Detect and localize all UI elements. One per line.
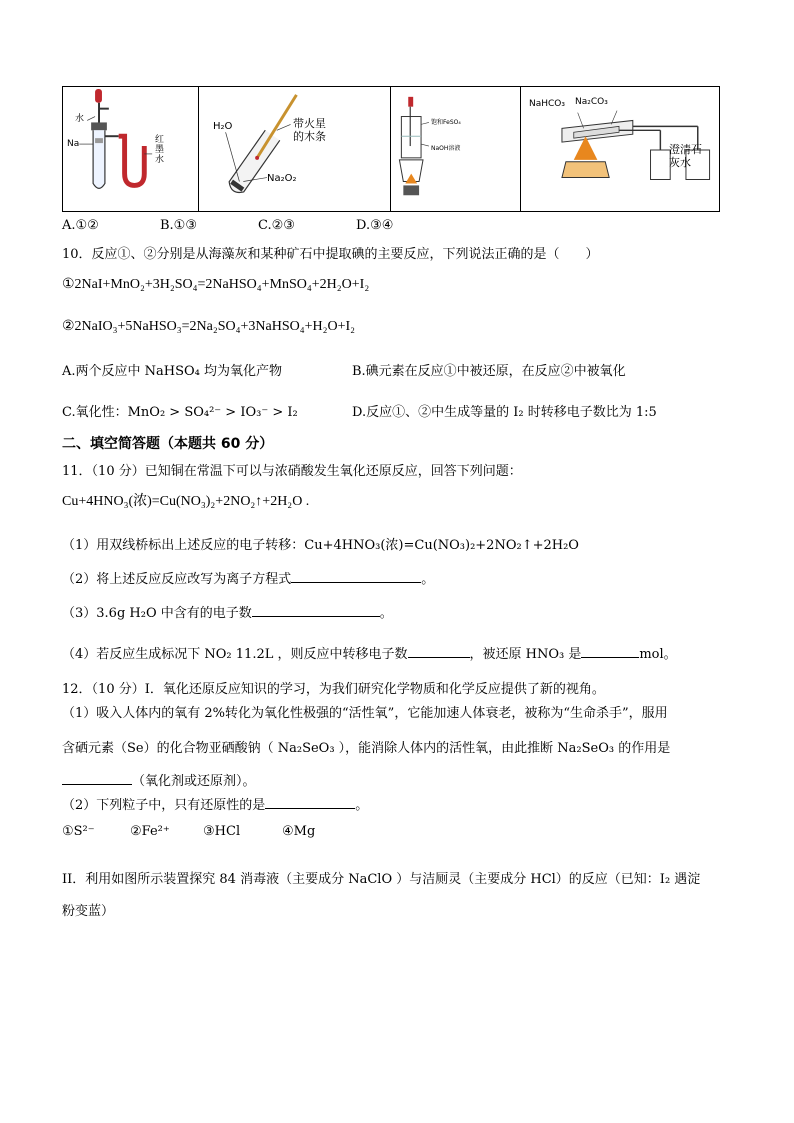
q11-part-4-blank-1[interactable] <box>408 644 470 658</box>
q12-part-ii-line-2: 粉变蓝） <box>62 904 115 919</box>
section-heading: 二、填空简答题（本题共 60 分） <box>62 436 274 452</box>
label-na2o2: Na₂O₂ <box>267 173 297 184</box>
q11-part-2 <box>62 568 434 587</box>
label-h2o: H₂O <box>213 121 233 132</box>
q10-equation-1: ①2NaI+MnO₂+3H₂SO₄=2NaHSO₄+MnSO₄+2H₂O+I₂ <box>62 277 370 292</box>
q12-particle-4: ④Mg <box>282 824 316 839</box>
label-feso4: 饱和FeSO₄ <box>431 119 461 126</box>
q11-part-4 <box>62 643 677 662</box>
q10-equation-2: ②2NaIO₃+5NaHSO₃=2Na₂SO₄+3NaHSO₄+H₂O+I₂ <box>62 319 356 334</box>
q12-part-2 <box>62 794 368 813</box>
q12-part-1-line-2: 含硒元素（Se）的化合物亚硒酸钠（ Na₂SeO₃ ），能消除人体内的活性氧，由此推断 Na₂SeO₃ 的作用是 <box>62 741 671 756</box>
q12-particle-3: ③HCl <box>203 824 241 839</box>
label-limewater: 澄清石灰水 <box>669 143 702 169</box>
q9-option-a: A.①② <box>62 218 99 233</box>
label-naoh: NaOH溶液 <box>431 145 461 152</box>
q11-part-1: （1）用双线桥标出上述反应的电子转移：Cu+4HNO₃(浓)=Cu(NO₃)₂+2NO₂↑+2H₂O <box>62 538 579 553</box>
q12-particle-1: ①S²⁻ <box>62 824 95 839</box>
q11-part-2-blank[interactable] <box>291 569 421 583</box>
q11-stem: 11．（10 分）已知铜在常温下可以与浓硝酸发生氧化还原反应，回答下列问题： <box>62 464 522 479</box>
q9-option-c: C.②③ <box>258 218 295 233</box>
figure-na2o2-splint <box>199 87 391 211</box>
figure-feoh2-prep <box>391 87 521 211</box>
label-red-ink: 红墨水 <box>155 135 165 165</box>
q11-part-2-end: 。 <box>421 572 435 587</box>
apparatus-figure-table <box>62 86 720 212</box>
figure-na2o2-svg <box>199 87 390 211</box>
q12-part-2-text: （2）下列粒子中，只有还原性的是 <box>62 798 266 813</box>
label-na: Na <box>67 139 80 149</box>
label-water: 水 <box>75 114 85 124</box>
q11-part-3-end: 。 <box>379 606 393 621</box>
q11-part-4-text-c: mol。 <box>639 647 677 662</box>
q11-part-3-blank[interactable] <box>252 603 380 617</box>
q10-option-c: C.氧化性：MnO₂ > SO₄²⁻ > IO₃⁻ > I₂ <box>62 405 298 420</box>
q11-part-3 <box>62 602 393 621</box>
q12-particle-2: ②Fe²⁺ <box>130 824 170 839</box>
q12-stem: 12．（10 分）I．氧化还原反应知识的学习，为我们研究化学物质和化学反应提供了新的视角。 <box>62 682 605 697</box>
figure-na-water-red-ink <box>63 87 199 211</box>
q12-part-ii-line-1: II．利用如图所示装置探究 84 消毒液（主要成分 NaClO ）与洁厕灵（主要成分 HCl）的反应（已知：I₂ 遇淀 <box>62 872 701 887</box>
q11-part-2-text: （2）将上述反应反应改写为离子方程式 <box>62 572 292 587</box>
q12-part-1-line-3 <box>62 770 256 789</box>
q11-part-3-text: （3）3.6g H₂O 中含有的电子数 <box>62 606 252 621</box>
q11-equation: Cu+4HNO₃(浓)=Cu(NO₃)₂+2NO₂↑+2H₂O . <box>62 494 310 509</box>
q10-option-a: A.两个反应中 NaHSO₄ 均为氧化产物 <box>62 364 283 379</box>
q11-part-4-text-b: ，被还原 HNO₃ 是 <box>469 647 582 662</box>
q12-part-1-blank[interactable] <box>62 771 132 785</box>
figure-na-water-svg <box>63 87 198 211</box>
q9-option-d: D.③④ <box>356 218 394 233</box>
q11-part-4-text-a: （4）若反应生成标况下 NO₂ 11.2L ，则反应中转移电子数 <box>62 647 408 662</box>
q12-part-1-line-1: （1）吸入人体内的氧有 2%转化为氧化性极强的“活性氧”，它能加速人体衰老，被称为“生命杀手”，服用 <box>62 706 668 721</box>
q12-part-1-line-3-text: （氧化剂或还原剂）。 <box>132 774 256 789</box>
q11-part-4-blank-2[interactable] <box>581 644 639 658</box>
q12-part-2-end: 。 <box>355 798 369 813</box>
q9-option-b: B.①③ <box>160 218 197 233</box>
figure-nahco3-na2co3-heating <box>521 87 721 211</box>
q10-option-d: D.反应①、②中生成等量的 I₂ 时转移电子数比为 1:5 <box>352 405 657 420</box>
label-nahco3: NaHCO₃ <box>529 99 565 109</box>
q10-stem: 10．反应①、②分别是从海藻灰和某种矿石中提取碘的主要反应，下列说法正确的是（ ） <box>62 247 599 262</box>
q10-option-b: B.碘元素在反应①中被还原，在反应②中被氧化 <box>352 364 626 379</box>
label-na2co3: Na₂CO₃ <box>575 97 608 107</box>
label-splint: 带火星的木条 <box>293 117 326 143</box>
q12-part-2-blank[interactable] <box>265 795 355 809</box>
